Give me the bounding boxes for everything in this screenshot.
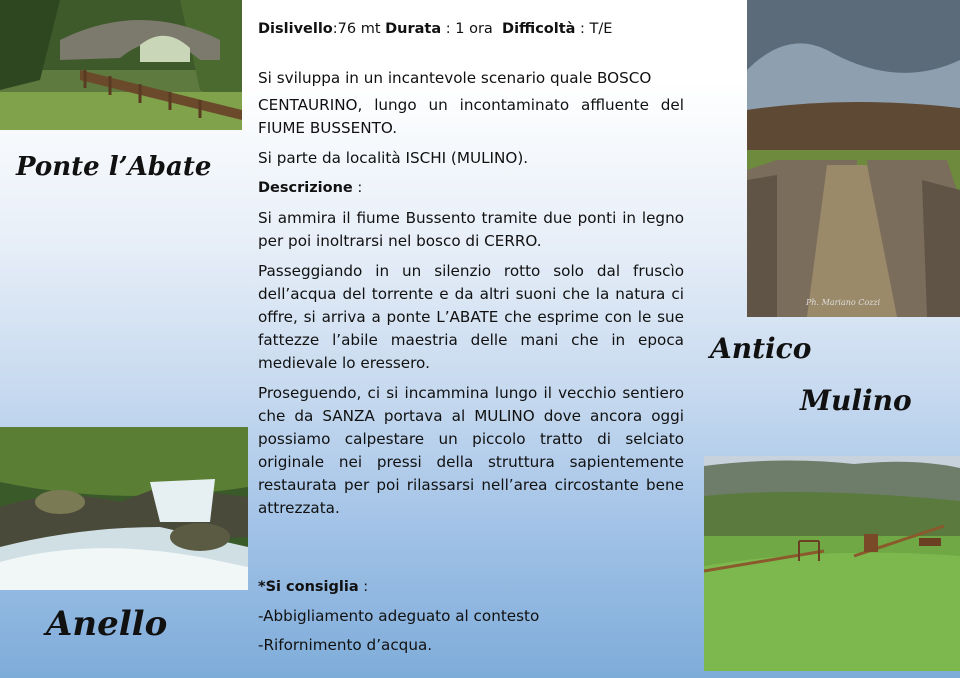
tips-section bbox=[258, 576, 688, 663]
difficolta-label: Difficoltà bbox=[502, 21, 576, 37]
dislivello-label: Dislivello bbox=[258, 21, 333, 37]
tips-label: *Si consiglia bbox=[258, 579, 359, 595]
paragraph-centaurino: CENTAURINO, lungo un incontaminato affluente del FIUME BUSSENTO. bbox=[258, 96, 684, 137]
dislivello-value: :76 mt bbox=[332, 21, 381, 37]
tips-heading bbox=[258, 576, 688, 599]
descrizione-colon: : bbox=[352, 180, 363, 196]
paragraph-start: Si parte da località ISCHI (MULINO). bbox=[258, 149, 529, 167]
bridge-photo bbox=[0, 0, 242, 130]
durata-value: : 1 ora bbox=[441, 21, 493, 37]
paragraph-walk: Passeggiando in un silenzio rotto solo dal fruscìo dell’acqua del torrente e da altri suoni che la natura ci offre, si arriva a ponte L’ABATE che esprime con le sue fattezze l’abile maestria delle mani che in epoca medievale lo eressero. bbox=[258, 262, 684, 372]
descrizione-heading bbox=[258, 177, 684, 200]
durata-label: Durata bbox=[385, 21, 442, 37]
picnic-area-photo bbox=[704, 456, 960, 671]
tips-colon: : bbox=[358, 579, 369, 595]
photo-watermark: Ph. Mariano Cozzi bbox=[806, 298, 881, 307]
mill-ruins-photo bbox=[747, 0, 960, 317]
title-anello: Anello bbox=[46, 604, 168, 644]
paragraph-path: Proseguendo, ci si incammina lungo il vecchio sentiero che da SANZA portava al MULINO dove ancora oggi possiamo calpestare un piccolo tratto di selciato originale nei pressi della struttura sapientemente restaurata per poi rilassarsi nell’area circostante bene attrezzata. bbox=[258, 384, 684, 517]
title-mulino: Mulino bbox=[800, 384, 912, 417]
paragraph-intro: Si sviluppa in un incantevole scenario quale BOSCO bbox=[258, 69, 652, 87]
title-ponte-labate: Ponte l’Abate bbox=[16, 152, 212, 182]
tip-water: -Rifornimento d’acqua. bbox=[258, 636, 433, 654]
title-antico: Antico bbox=[710, 332, 812, 365]
difficolta-value: : T/E bbox=[575, 21, 613, 37]
paragraph-bridges: Si ammira il fiume Bussento tramite due ponti in legno per poi inoltrarsi nel bosco di CERRO. bbox=[258, 209, 684, 250]
descrizione-label: Descrizione bbox=[258, 180, 353, 196]
tip-clothing: -Abbigliamento adeguato al contesto bbox=[258, 607, 540, 625]
waterfall-photo bbox=[0, 427, 248, 590]
trail-info bbox=[258, 18, 684, 41]
main-description bbox=[258, 18, 684, 527]
